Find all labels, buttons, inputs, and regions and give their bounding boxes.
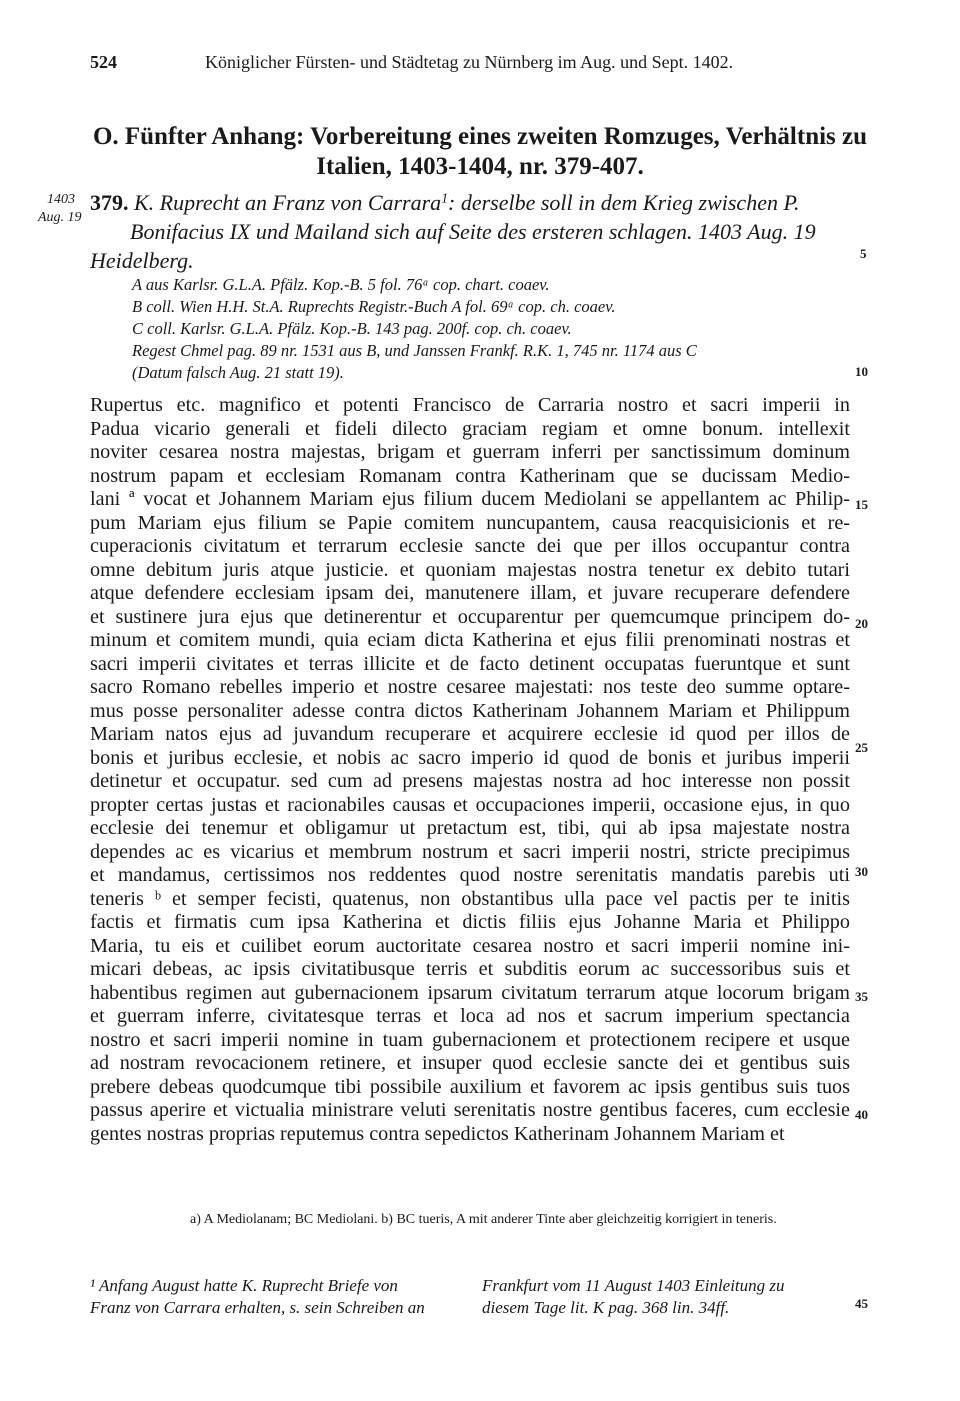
page-number: 524 [90, 52, 117, 72]
line-number-25: 25 [855, 740, 868, 755]
document-number: 379. [90, 190, 129, 215]
body-line: Maria, tu eis et cuilibet eorum auctoritate cesarea nostro et sacri imperii nomine ini- [90, 934, 850, 957]
body-line: habentibus regimen aut gubernacionem ipsarum civitatum terrarum atque locorum brigam [90, 981, 850, 1004]
line-number-40: 40 [855, 1107, 868, 1122]
body-line: mus posse personaliter adesse contra dictos Katherinam Johannem Mariam et Philippum [90, 699, 850, 722]
line-number-45: 45 [855, 1296, 868, 1311]
line-number-20: 20 [855, 616, 868, 631]
body-line: Mariam natos ejus ad juvandum recuperare et acquirere ecclesie id quod per illos de [90, 723, 850, 745]
body-line: sacro Romano rebelles imperio et nostre cesaree majestati: nos teste deo summe optare- [90, 676, 850, 698]
body-line: passus aperire et victualia ministrare veluti serenitatis nostre gentibus faceres, cum ecclesie [90, 1099, 850, 1121]
body-line: gentes nostras proprias reputemus contra sepedictos Katherinam Johannem Mariam et [90, 1122, 785, 1145]
body-line: omne debitum juris atque justicie. et quoniam majestas nostra tenetur ex debito tutari [90, 558, 850, 581]
source-a: A aus Karlsr. G.L.A. Pfälz. Kop.-B. 5 fol. 76ᵃ cop. chart. coaev. [132, 275, 550, 294]
body-line: prebere debeas quodcumque tibi possibile auxilium et favorem ac ipsis gentibus suis tuos [90, 1075, 850, 1098]
body-line: factis et firmatis cum ipsa Katherina et dictis filiis ejus Johanne Maria et Philippo [90, 911, 850, 933]
body-line: ad nostram revocacionem retinere, et insuper quod ecclesie sancte dei et gentibus suis [90, 1052, 850, 1074]
body-line: pum Mariam ejus filium se Papie comitem nuncupantem, causa reacquisicionis et re- [90, 511, 850, 534]
line-number-5: 5 [860, 246, 867, 261]
section-heading-line-1: O. Fünfter Anhang: Vorbereitung eines zweiten Romzuges, Verhältnis zu [92, 123, 868, 150]
critical-apparatus: a) A Mediolanam; BC Mediolani. b) BC tueris, A mit anderer Tinte aber gleichzeitig korrigiert in teneris. [190, 1212, 777, 1227]
document-title-part-2: : derselbe soll in dem Krieg zwischen P. [448, 190, 800, 215]
body-line: micari debeas, ac ipsis civitatibusque terris et subditis eorum ac successoribus suis et [90, 958, 850, 980]
regest-line-1: Regest Chmel pag. 89 nr. 1531 aus B, und Janssen Frankf. R.K. 1, 745 nr. 1174 aus C [132, 341, 697, 360]
document-header [90, 188, 860, 275]
body-line: teneris ᵇ et semper fecisti, quatenus, non obstantibus ulla pace vel pactis per te initis [90, 887, 850, 910]
body-line: dependes ac es vicarius et membrum nostrum et sacri imperii nostri, stricte precipimus [90, 840, 850, 863]
footnote-left-line-2: Franz von Carrara erhalten, s. sein Schreiben an [90, 1298, 425, 1317]
body-line: minum et comitem mundi, quia eciam dicta Katherina et ejus filii prenominati nostras et [90, 629, 850, 651]
body-line: et guerram inferre, civitatesque terras et loca ad nos et sacrum imperium spectancia [90, 1005, 850, 1027]
margin-date: Aug. 19 [38, 210, 82, 225]
body-line: bonis et juribus ecclesie, et nobis ac sacro imperio id quod de bonis et juribus imperii [90, 746, 850, 769]
body-line: nostro et sacri imperii nomine in tuam gubernacionem et protectionem recipere et usque [90, 1028, 850, 1051]
footnote-right-line-2: diesem Tage lit. K pag. 368 lin. 34ff. [482, 1298, 730, 1317]
body-line: et sustinere jura ejus que detinerentur et occuparentur per quemcumque principem do- [90, 605, 850, 628]
body-line: propter certas justas et racionabiles causas et occupaciones imperii, occasione ejus, in quo [90, 793, 850, 816]
footnote-left-line-1: ¹ Anfang August hatte K. Ruprecht Briefe von [90, 1276, 398, 1295]
line-number-10: 10 [855, 364, 868, 379]
section-heading-line-2: Italien, 1403-1404, nr. 379-407. [316, 153, 644, 180]
body-line: lani ª vocat et Johannem Mariam ejus filium ducem Mediolani se appellantem ac Philip- [90, 488, 850, 510]
source-c: C coll. Karlsr. G.L.A. Pfälz. Kop.-B. 143 pag. 200f. cop. ch. coaev. [132, 319, 572, 338]
regest-line-2: (Datum falsch Aug. 21 statt 19). [132, 363, 344, 382]
running-title: Königlicher Fürsten- und Städtetag zu Nürnberg im Aug. und Sept. 1402. [205, 52, 734, 72]
section-heading [80, 122, 880, 182]
body-line: et mandamus, certissimos nos reddentes quod nostre serenitatis mandatis parebis uti [90, 864, 850, 886]
source-b: B coll. Wien H.H. St.A. Ruprechts Registr.-Buch A fol. 69ᵃ cop. ch. coaev. [132, 297, 616, 316]
margin-year: 1403 [47, 192, 75, 207]
line-number-15: 15 [855, 497, 868, 512]
body-line: noviter cesarea nostra majestas, brigam et guerram inferri per sanctissimum dominum [90, 441, 850, 463]
body-line: ecclesie dei tenemur et obligamur ut pretactum est, tibi, qui ab ipsa majestate nostra [90, 817, 850, 839]
document-title-line-1 [90, 188, 860, 217]
footnote-marker-1: 1 [441, 190, 448, 206]
document-title-line-3: Heidelberg. [90, 248, 194, 273]
body-line: Rupertus etc. magnifico et potenti Francisco de Carraria nostro et sacri imperii in [90, 394, 850, 416]
line-number-30: 30 [855, 864, 868, 879]
body-line: atque defendere ecclesiam ipsam dei, manutenere illam, et juvare recuperare defendere [90, 582, 850, 604]
line-number-35: 35 [855, 989, 868, 1004]
body-line: sacri imperii civitates et terras illicite et de facto detinent occupatas fueruntque et sunt [90, 652, 850, 675]
body-line: detinetur et occupatur. sed cum ad presens majestas nostra ad hoc interesse non possit [90, 770, 850, 792]
letter-body [90, 394, 850, 1146]
document-title-line-2: Bonifacius IX und Mailand sich auf Seite des ersteren schlagen. 1403 Aug. 19 [130, 219, 816, 244]
document-title-part-1: K. Ruprecht an Franz von Carrara [134, 190, 442, 215]
body-line: nostrum papam et ecclesiam Romanam contra Katherinam que se ducissam Medio- [90, 464, 850, 487]
footnote-right-line-1: Frankfurt vom 11 August 1403 Einleitung zu [482, 1276, 785, 1295]
body-line: Padua vicario generali et fideli dilecto graciam regiam et omne bonum. intellexit [90, 417, 850, 440]
body-line: cuperacionis civitatum et terrarum ecclesie sancte dei que per illos occupantur contra [90, 535, 850, 557]
